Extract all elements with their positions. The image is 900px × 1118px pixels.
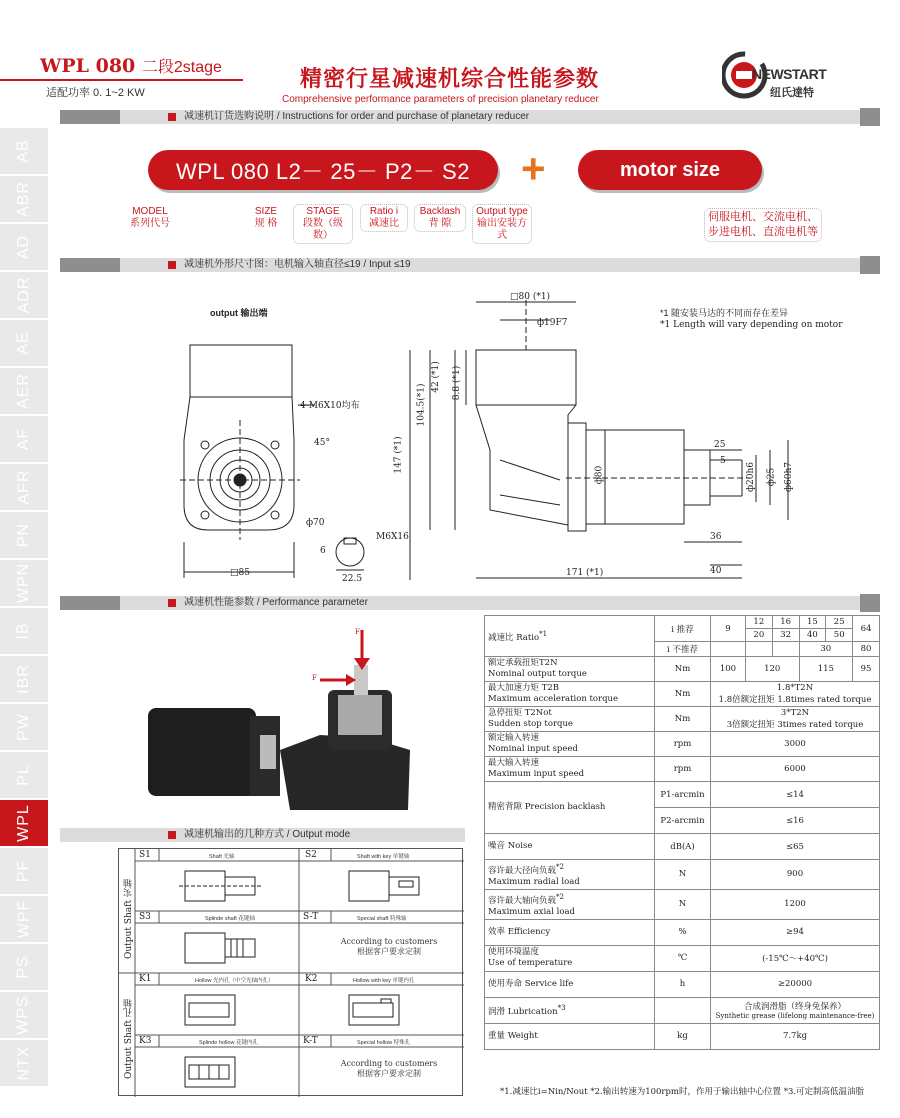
table-row: P2-arcmin ≤16 xyxy=(485,808,880,834)
label-model: MODEL 系列代号 xyxy=(130,206,170,229)
mode-code-s2: S2 xyxy=(305,850,317,860)
side-tab-label: ABR xyxy=(15,181,32,217)
side-tab-ibr[interactable] xyxy=(0,656,48,704)
dim-22-5: 22.5 xyxy=(342,574,363,584)
section-dimension-bar xyxy=(60,258,880,272)
performance-table xyxy=(484,615,880,1050)
side-tab-pl[interactable] xyxy=(0,752,48,800)
dim-m6: M6X16 xyxy=(376,532,409,542)
side-tab-label: ADR xyxy=(15,276,32,314)
side-tab-wpf[interactable] xyxy=(0,896,48,944)
table-row: 急停扭矩 T2Not Sudden stop torque Nm 3*T2N 3倍额定扭矩 3times rated torque xyxy=(485,707,880,732)
dim-phi20: ф20h6 xyxy=(746,461,757,493)
mode-name-s1: Shaft 光轴 xyxy=(209,854,235,860)
label-backlash: Backlash 背 隙 xyxy=(414,204,466,232)
mode-name-st: Special shaft 特殊轴 xyxy=(357,916,407,922)
table-row: 容许最大径向负载$^{*2}$ Maximum radial load N 900 xyxy=(485,860,880,890)
side-tab-ib[interactable] xyxy=(0,608,48,656)
side-tab-afr[interactable] xyxy=(0,464,48,512)
dim-8-8: 8.8 (*1) xyxy=(452,365,463,401)
ratio-label: 减速比 Ratio$^{*1}$ xyxy=(485,616,655,657)
page-title-en: Comprehensive performance parameters of precision planetary reducer xyxy=(282,94,599,105)
dim-36: 36 xyxy=(710,532,722,542)
motor-size-pill: motor size xyxy=(578,150,762,190)
side-tab-label: PW xyxy=(15,713,32,741)
drawing-note-cn: *1 随安装马达的不同而存在差异 xyxy=(660,308,789,318)
brand-name: NEWSTART xyxy=(752,66,827,82)
dim-6: 6 xyxy=(320,546,326,556)
dim-phi80: ф80 xyxy=(594,465,605,485)
side-tab-label: WPF xyxy=(14,899,32,939)
label-size: SIZE 规 格 xyxy=(254,206,278,229)
table-row: 额定输入转速 Nominal input speed rpm 3000 xyxy=(485,732,880,757)
side-tab-label: AD xyxy=(14,234,32,260)
mode-name-k1: Hollow 光内孔（中空光轴内孔） xyxy=(195,978,274,984)
performance-footnote: *1.减速比i=Nin/Nout *2.输出转速为100rpm时，作用于输出轴中心位置 *3.可定制高低温油脂 xyxy=(500,1087,865,1097)
mode-code-s3: S3 xyxy=(139,912,151,922)
side-tab-label: AFR xyxy=(15,469,32,505)
table-row: 效率 Efficiency % ≥94 xyxy=(485,919,880,945)
table-row: 容许最大轴向负载$^{*2}$ Maximum axial load N 1200 xyxy=(485,889,880,919)
table-row: 20 32 40 50 xyxy=(485,629,880,642)
group-hollow-shaft-label: Output Shaft 孔轴 xyxy=(124,999,134,1079)
dim-171: 171 (*1) xyxy=(566,568,604,578)
side-tab-label: PN xyxy=(14,522,32,548)
dim-25: 25 xyxy=(714,440,726,450)
page-title-cn: 精密行星减速机综合性能参数 xyxy=(300,66,600,91)
motor-types: 伺服电机、交流电机、 步进电机、直流电机等 xyxy=(704,208,822,242)
dim-sq85: □85 xyxy=(230,568,250,578)
mode-name-s2: Shaft with key 单键轴 xyxy=(357,854,410,860)
mode-name-s3: Splinde shaft 花键轴 xyxy=(205,916,255,922)
section-output-title: 减速机输出的几种方式 / Output mode xyxy=(184,829,351,840)
force-label-axial: F xyxy=(355,628,360,636)
label-stage: STAGE 段数（级数） xyxy=(293,204,353,244)
side-tab-label: WPN xyxy=(14,562,32,604)
table-row: 噪音 Noise dB(A) ≤65 xyxy=(485,834,880,860)
power-range: 适配功率 0. 1~2 KW xyxy=(46,87,145,99)
mode-desc-kt: According to customers 根据客户要求定制 xyxy=(340,1059,438,1078)
side-tab-pn[interactable] xyxy=(0,512,48,560)
table-row: 最大加速力矩 T2B Maximum acceleration torque Nm 1.8*T2N 1.8倍额定扭矩 1.8times rated torque xyxy=(485,682,880,707)
dim-40: 40 xyxy=(710,566,722,576)
mode-name-kt: Special hollow 特殊孔 xyxy=(357,1040,411,1046)
table-row: i 不推荐 30 80 xyxy=(485,642,880,657)
side-tab-label: WPS xyxy=(14,995,32,1035)
mode-name-k2: Hollow with key 单键内孔 xyxy=(353,978,415,984)
side-tab-adr[interactable] xyxy=(0,272,48,320)
side-tab-wpn[interactable] xyxy=(0,560,48,608)
side-tab-wpl[interactable] xyxy=(0,800,48,848)
side-tab-ab[interactable] xyxy=(0,128,48,176)
dim-104-5: 104.5(*1) xyxy=(416,383,427,427)
dim-phi25: ф25 xyxy=(766,467,777,487)
side-tab-ntx[interactable] xyxy=(0,1040,48,1088)
mode-code-k3: K3 xyxy=(139,1036,152,1046)
dim-phi19: ф19F7 xyxy=(537,318,568,328)
side-tab-label: PS xyxy=(15,955,32,979)
dim-147: 147 (*1) xyxy=(393,436,404,474)
force-label-radial: F xyxy=(312,674,317,682)
mode-code-k1: K1 xyxy=(139,974,152,984)
mode-code-k2: K2 xyxy=(305,974,318,984)
side-tab-label: PF xyxy=(14,859,32,883)
gearbox-motor-photo xyxy=(140,620,440,820)
side-tab-af[interactable] xyxy=(0,416,48,464)
dim-bolts: 4-M6X10均布 xyxy=(300,401,360,411)
side-tab-label: PL xyxy=(14,764,32,786)
side-tab-label: NTX xyxy=(15,1045,32,1081)
table-row: 重量 Weight kg 7.7kg xyxy=(485,1023,880,1049)
order-code-pill: WPL 080 L2－ 25－ P2－ S2 xyxy=(148,150,498,190)
dim-5: 5 xyxy=(720,456,726,466)
side-tab-wps[interactable] xyxy=(0,992,48,1040)
dim-angle: 45° xyxy=(314,438,330,448)
mode-desc-st: According to customers 根据客户要求定制 xyxy=(340,937,438,956)
output-mode-grid xyxy=(118,848,463,1096)
side-tab-label: AB xyxy=(15,139,32,163)
side-tab-label: AE xyxy=(15,331,32,355)
drawing-note-en: *1 Length will vary depending on motor xyxy=(660,320,843,330)
side-tab-ad[interactable] xyxy=(0,224,48,272)
mode-code-s1: S1 xyxy=(139,850,151,860)
side-tab-label: IBR xyxy=(14,664,32,694)
brand-name-cn: 纽氏達特 xyxy=(770,87,814,99)
section-performance-title: 减速机性能参数 / Performance parameter xyxy=(184,597,368,608)
table-row: 最大输入转速 Maximum input speed rpm 6000 xyxy=(485,757,880,782)
table-row: 额定承载扭矩T2N Nominal output torque Nm 100 120 115 95 xyxy=(485,657,880,682)
side-tab-list xyxy=(0,128,48,1088)
model-title: WPL 080 二段2stage xyxy=(40,55,222,77)
table-row: 减速比 Ratio$^{*1}$ i 推荐 9 12 16 15 25 64 xyxy=(485,616,880,629)
mode-code-st: S-T xyxy=(303,912,319,922)
dim-42: 42 (*1) xyxy=(430,361,441,393)
side-tab-label: WPL xyxy=(14,804,32,842)
side-tab-pf[interactable] xyxy=(0,848,48,896)
table-row: 润滑 Lubrication$^{*3}$ 合成润滑脂（终身免保养） Synthetic grease (lifelong maintenance-free) xyxy=(485,997,880,1023)
table-row: 精密背隙 Precision backlash P1-arcmin ≤14 xyxy=(485,782,880,808)
title-underline xyxy=(0,79,243,81)
dim-sq80: □80 (*1) xyxy=(510,292,551,302)
side-tab-ae[interactable] xyxy=(0,320,48,368)
section-order-title: 减速机订货选购说明 / Instructions for order and purchase of planetary reducer xyxy=(184,111,530,122)
section-order-bar xyxy=(60,110,880,124)
dim-phi70: ф70 xyxy=(306,518,325,528)
dim-phi60: ф60h7 xyxy=(784,461,795,493)
section-performance-bar xyxy=(60,596,880,610)
table-row: 使用寿命 Service life h ≥20000 xyxy=(485,971,880,997)
side-tab-pw[interactable] xyxy=(0,704,48,752)
plus-sign: + xyxy=(521,145,546,192)
section-dimension-title: 减速机外形尺寸图：电机输入轴直径≤19 / Input ≤19 xyxy=(184,259,411,270)
label-ratio: Ratio i 减速比 xyxy=(360,204,408,232)
output-end-label: output 输出端 xyxy=(210,308,268,318)
side-tab-aer[interactable] xyxy=(0,368,48,416)
mode-name-k3: Splinde hollow 花键内孔 xyxy=(199,1040,258,1046)
side-tab-label: IB xyxy=(15,622,32,640)
table-row: 使用环境温度 Use of temperature ℃ (-15℃～+40℃) xyxy=(485,945,880,971)
group-solid-shaft-label: Output Shaft 实轴 xyxy=(124,879,134,959)
mode-code-kt: K-T xyxy=(303,1036,318,1046)
label-output-type: Output type 输出安装方式 xyxy=(472,204,532,244)
side-tab-ps[interactable] xyxy=(0,944,48,992)
side-tab-label: AER xyxy=(15,373,32,409)
side-tab-abr[interactable] xyxy=(0,176,48,224)
section-output-bar xyxy=(60,828,465,842)
dimension-drawing xyxy=(60,280,890,590)
side-tab-label: AF xyxy=(14,427,32,451)
